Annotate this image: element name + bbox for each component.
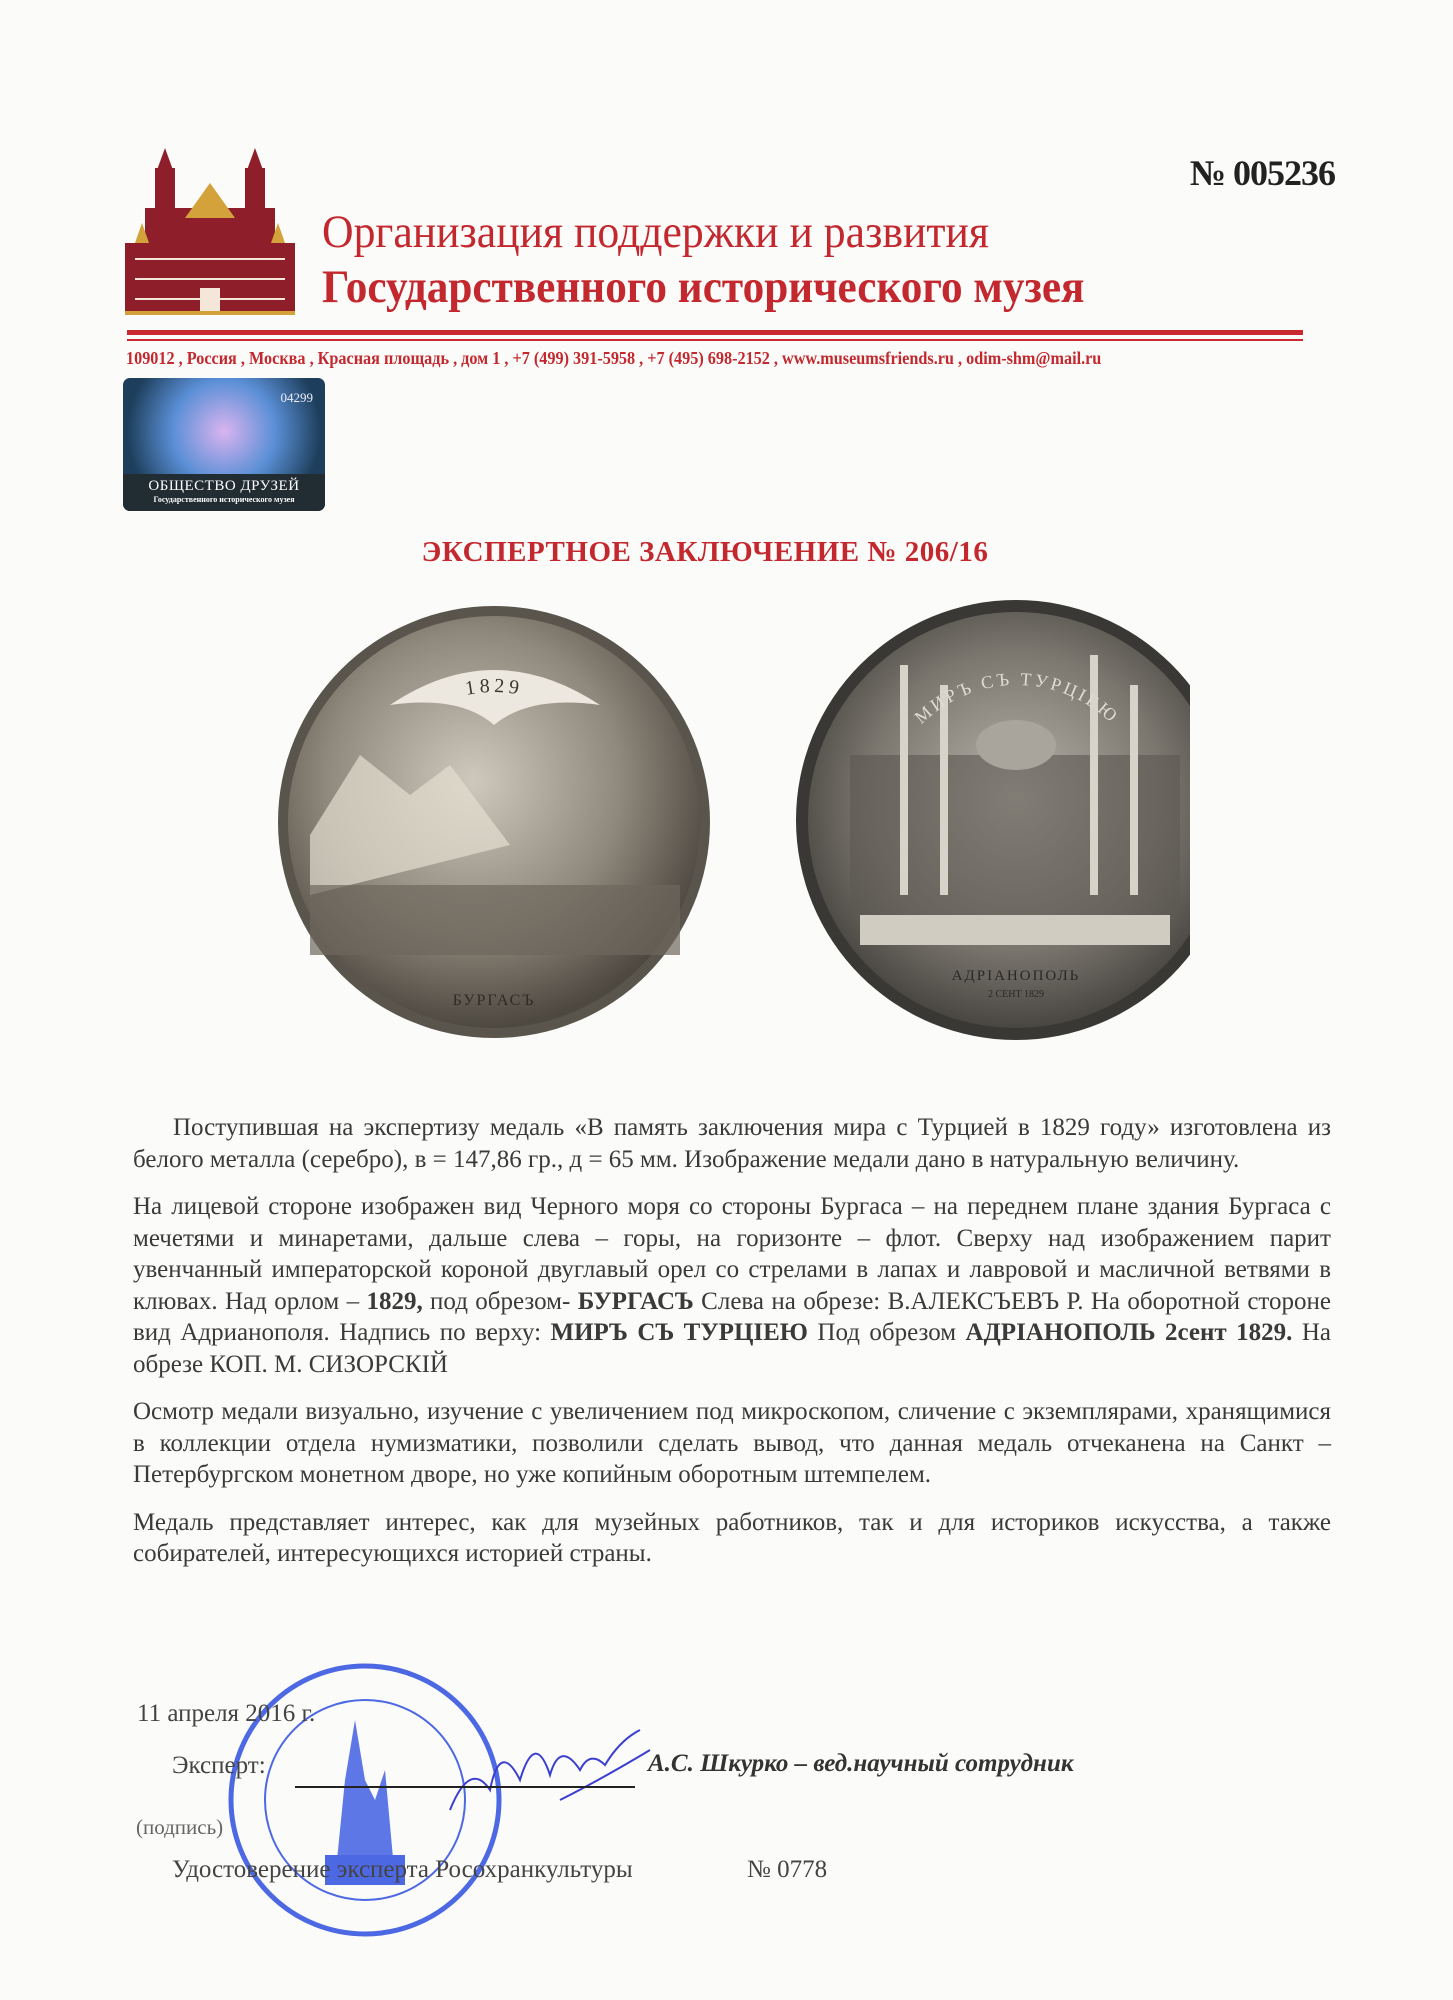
signature-line: [295, 1786, 635, 1788]
medal-reverse-inscription: МИРЪ СЪ ТУРЦІЕЮ: [910, 668, 1124, 728]
hologram-number: 04299: [280, 390, 313, 405]
hologram-title: ОБЩЕСТВО ДРУЗЕЙ: [148, 478, 300, 494]
text: под обрезом-: [422, 1287, 578, 1315]
medal-obverse-legend: БУРГАСЪ: [452, 992, 536, 1009]
hologram-subtitle: Государственного исторического музея: [153, 495, 295, 504]
header-divider-thin: [127, 339, 1303, 341]
medal-reverse: [796, 600, 1190, 1040]
signature-caption: (подпись): [136, 1815, 224, 1839]
expert-label: Эксперт:: [172, 1752, 266, 1779]
contact-address: 109012 , Россия , Москва , Красная площадь , дом 1 , +7 (499) 391-5958 , +7 (495) 698-2152 , www.museumsfriends.ru , odim-shm@mail.ru: [126, 348, 1102, 368]
paragraph-description: [133, 1191, 1331, 1380]
expert-report-body: [133, 1112, 1331, 1586]
report-date: 11 апреля 2016 г.: [137, 1700, 316, 1727]
text: Под обрезом: [807, 1319, 966, 1346]
text-bold: АДРІАНОПОЛЬ 2сент 1829.: [965, 1319, 1293, 1346]
medal-obverse: [278, 606, 710, 1038]
handwritten-signature: [440, 1720, 660, 1820]
paragraph-intro: Поступившая на экспертизу медаль «В память заключения мира с Турцией в 1829 году» изготовлена из белого металла (серебро), в = 147,86 гр., д = 65 мм. Изображение медали дано в натуральную величину.: [133, 1114, 1331, 1173]
text: На лицевой стороне изображен вид Черного моря со стороны Бургаса – на переднем плане здания Бургаса с мечетями и минаретами, дальше слева – горы, на горизонте – флот. Сверху над изображением парит увенчанный императорской короной двуглавый орел со стрелами в лапах и лавровой и масличной ветвями в клювах. Над орлом –: [133, 1193, 1331, 1315]
text: Слева на обрезе: В.АЛЕКСЪЕВЪ Р. На оборотной стороне вид Адрианополя. Надпись по верху:: [133, 1287, 1331, 1346]
hologram-sticker: [123, 378, 325, 511]
certificate-number: № 0778: [747, 1856, 828, 1883]
medal-obverse-year: 1829: [463, 674, 525, 700]
org-name-line1: Организация поддержки и развития: [322, 206, 989, 258]
medal-photos: [270, 595, 1190, 1045]
paragraph-examination: Осмотр медали визуально, изучение с увеличением под микроскопом, сличение с экземплярами, хранящимися в коллекции отдела нумизматики, позволили сделать вывод, что данная медаль отчеканена на Санкт – Петербургском монетном дворе, но уже копийным оборотным штемпелем.: [133, 1398, 1331, 1488]
text-bold: МИРЪ СЪ ТУРЦІЕЮ: [550, 1319, 808, 1346]
org-name-line2: Государственного исторического музея: [322, 261, 1085, 313]
medal-reverse-city: АДРІАНОПОЛЬ: [951, 968, 1081, 984]
header-divider: [127, 330, 1303, 335]
expert-name: А.С. Шкурко – вед.научный сотрудник: [648, 1750, 1074, 1777]
text: На обрезе КОП. М. СИЗОРСКІЙ: [133, 1319, 1331, 1378]
document-heading: ЭКСПЕРТНОЕ ЗАКЛЮЧЕНИЕ № 206/16: [421, 536, 989, 568]
medal-reverse-date: 2 СЕНТ 1829: [987, 989, 1045, 1000]
paragraph-conclusion: Медаль представляет интерес, как для музейных работников, так и для историков искусства, а также собирателей, интересующихся историей страны.: [133, 1508, 1331, 1567]
expert-certificate: Удостоверение эксперта Росохранкультуры: [172, 1856, 633, 1883]
text-bold: БУРГАСЪ: [577, 1287, 694, 1315]
document-number: № 005236: [1189, 153, 1335, 193]
museum-logo: [125, 148, 295, 318]
text-bold: 1829,: [366, 1287, 423, 1315]
